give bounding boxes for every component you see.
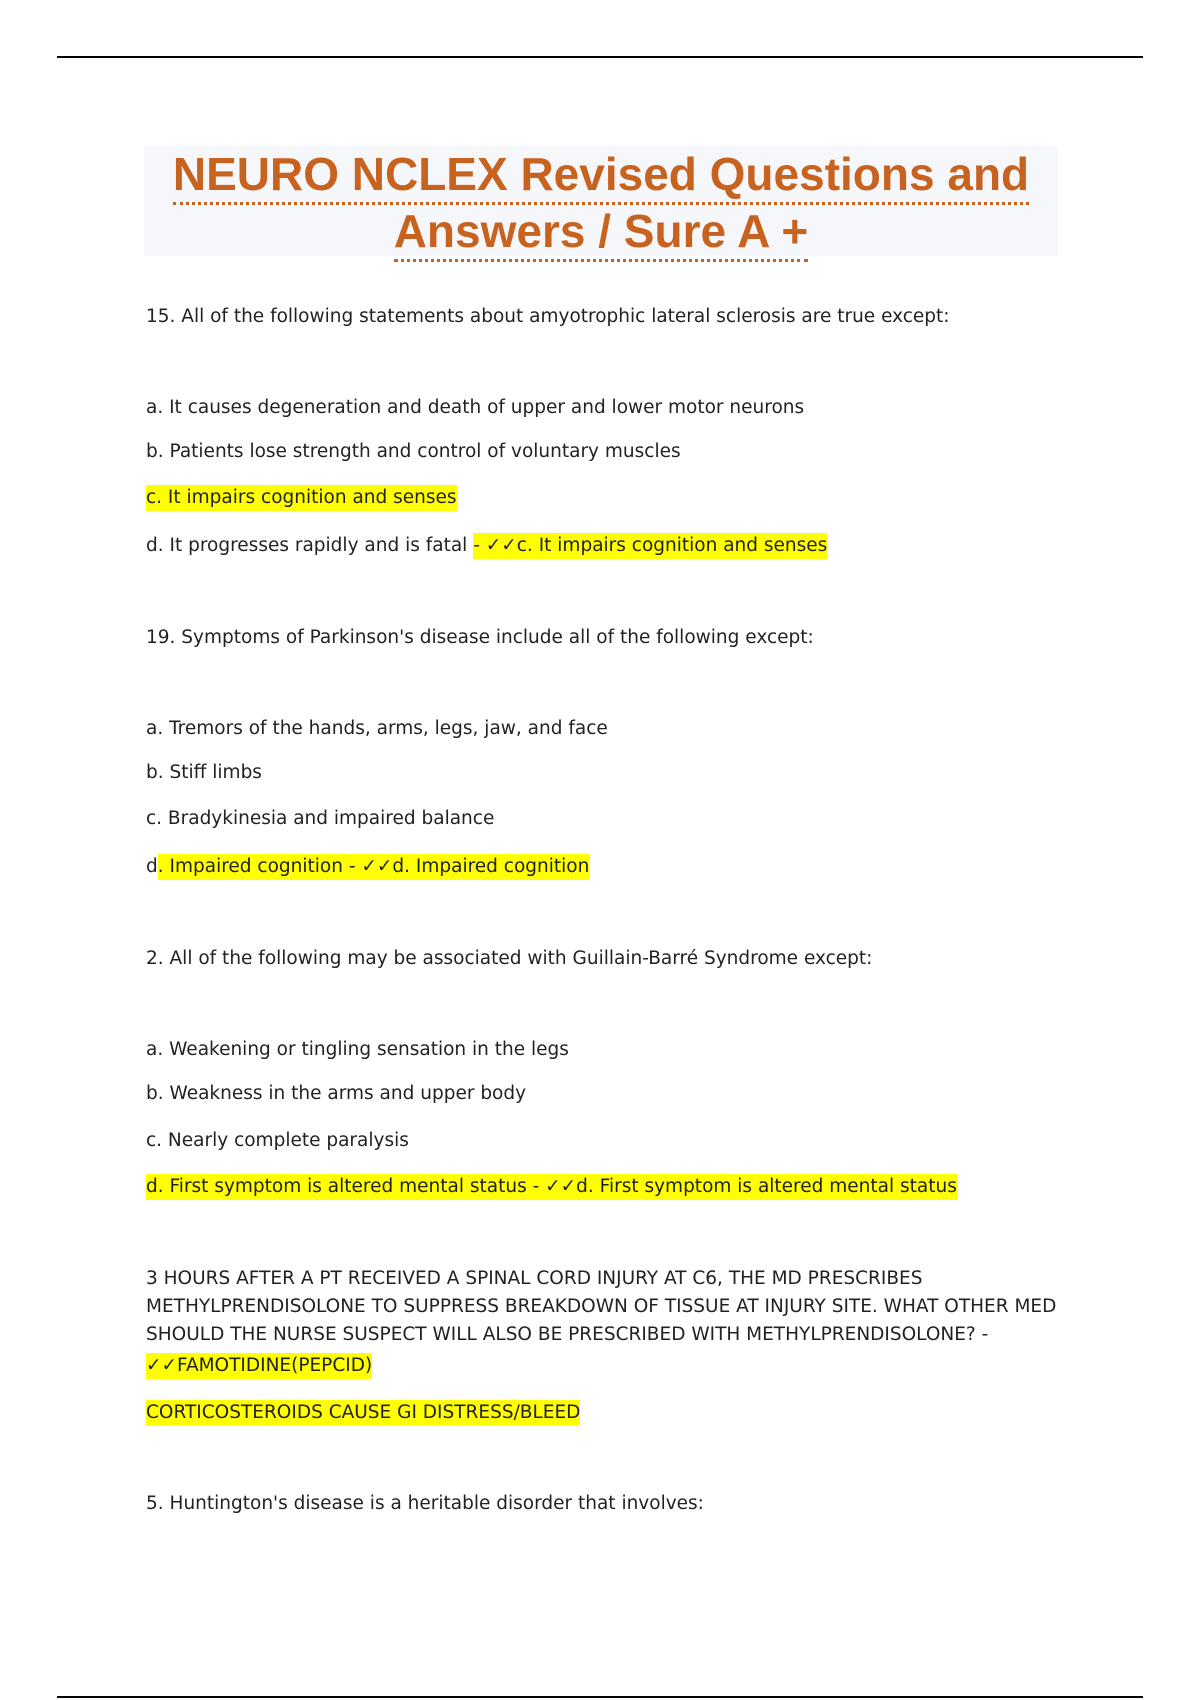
q2-option-d [146,1173,957,1201]
q15-question: 15. All of the following statements about amyotrophic lateral sclerosis are true except: [146,306,950,327]
q2-option-b: b. Weakness in the arms and upper body [146,1083,527,1104]
q19-option-d-prefix: d [146,856,158,877]
q19-option-c: c. Bradykinesia and impaired balance [146,808,495,829]
spinal-answer [146,1352,372,1380]
q2-option-a: a. Weakening or tingling sensation in the legs [146,1039,569,1060]
q15-option-d [146,532,827,560]
q19-option-b: b. Stiff limbs [146,762,262,783]
q2-answer: d. First symptom is altered mental status - ✓✓d. First symptom is altered mental status [146,1174,957,1200]
bottom-rule [57,1696,1143,1698]
document-title-line-1: NEURO NCLEX Revised Questions and [173,146,1029,205]
q15-option-a: a. It causes degeneration and death of upper and lower motor neurons [146,397,805,418]
q15-option-c-highlight: c. It impairs cognition and senses [146,485,457,511]
q15-option-c [146,484,457,512]
spinal-answer-highlight: ✓✓FAMOTIDINE(PEPCID) [146,1353,372,1379]
q19-option-d [146,853,589,881]
q19-option-a: a. Tremors of the hands, arms, legs, jaw, and face [146,718,608,739]
q15-option-b: b. Patients lose strength and control of voluntary muscles [146,441,681,462]
q5-question: 5. Huntington's disease is a heritable disorder that involves: [146,1493,704,1514]
q15-answer: - ✓✓c. It impairs cognition and senses [473,533,827,559]
document-title-line-2: Answers / Sure A + [394,203,809,262]
spinal-question-line-3: SHOULD THE NURSE SUSPECT WILL ALSO BE PRESCRIBED WITH METHYLPRENDISOLONE? - [146,1324,989,1345]
q15-option-d-text: d. It progresses rapidly and is fatal [146,535,474,556]
q19-answer: . Impaired cognition - ✓✓d. Impaired cognition [158,854,590,880]
spinal-rationale-highlight: CORTICOSTEROIDS CAUSE GI DISTRESS/BLEED [146,1400,580,1426]
document-title-block [144,146,1058,256]
q19-question: 19. Symptoms of Parkinson's disease include all of the following except: [146,627,814,648]
spinal-question-line-2: METHYLPRENDISOLONE TO SUPPRESS BREAKDOWN OF TISSUE AT INJURY SITE. WHAT OTHER MED [146,1296,1057,1317]
spinal-question-line-1: 3 HOURS AFTER A PT RECEIVED A SPINAL CORD INJURY AT C6, THE MD PRESCRIBES [146,1268,923,1289]
q2-option-c: c. Nearly complete paralysis [146,1130,409,1151]
q2-question: 2. All of the following may be associated with Guillain-Barré Syndrome except: [146,948,873,969]
top-rule [57,56,1143,58]
spinal-rationale [146,1399,580,1427]
